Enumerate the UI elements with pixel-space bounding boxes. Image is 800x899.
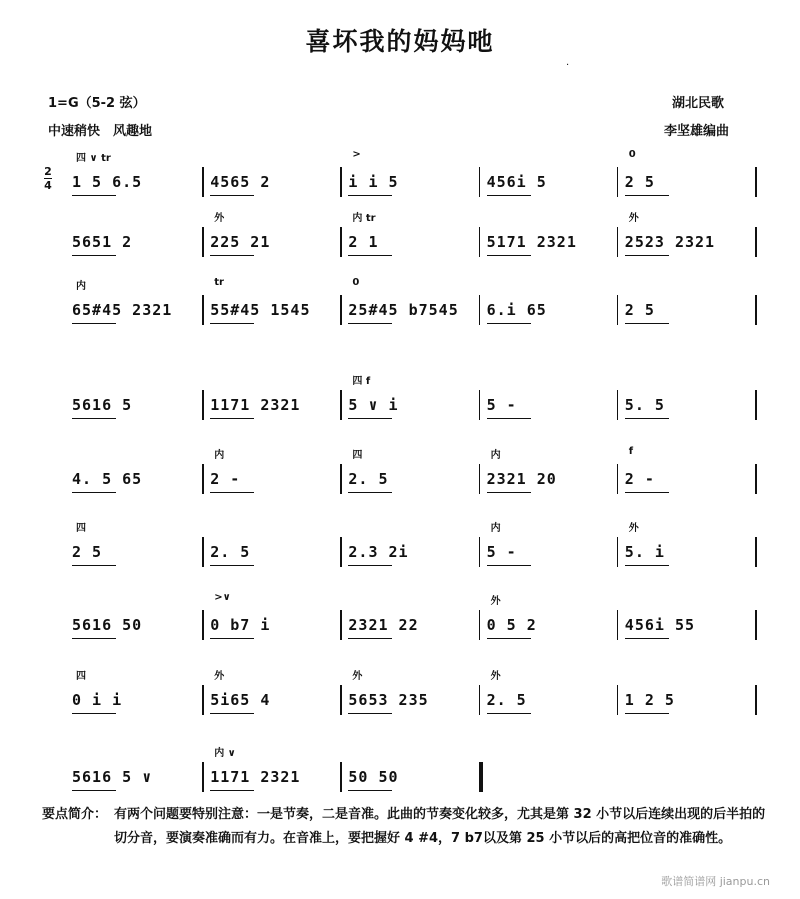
beam-line <box>348 255 392 256</box>
measure: 5653 235 <box>348 691 429 709</box>
beam-line <box>72 713 116 714</box>
measure: 1 2 5 <box>624 691 675 709</box>
barline <box>202 390 204 420</box>
key-signature: 1=G（5-2 弦） <box>48 96 146 111</box>
measure: 5. 5 <box>624 396 665 414</box>
barline <box>340 227 342 257</box>
notes-label: 要点简介： <box>42 807 108 822</box>
barline <box>202 762 204 792</box>
barline <box>340 295 342 325</box>
performance-mark: 0 <box>352 277 360 288</box>
beam-line <box>487 255 531 256</box>
beam-line <box>72 638 116 639</box>
measure: 2321 20 <box>486 470 557 488</box>
stray-dot: · <box>566 60 570 71</box>
page-title: 喜坏我的妈妈吔 <box>305 27 495 56</box>
origin-label: 湖北民歌 <box>672 96 725 111</box>
measure: 2. 5 <box>210 543 251 561</box>
measure: 0 5 2 <box>486 616 537 634</box>
measure: 5616 50 <box>72 616 143 634</box>
beam-line <box>210 323 254 324</box>
beam-line <box>72 195 116 196</box>
barline <box>340 762 342 792</box>
measure: 2. 5 <box>348 470 389 488</box>
performance-mark: 外 <box>628 213 639 224</box>
measure: 2. 5 <box>486 691 527 709</box>
performance-mark: 四 ∨ tr <box>76 153 111 164</box>
staff-row <box>42 671 757 717</box>
beam-line <box>72 323 116 324</box>
measure: 50 50 <box>348 768 399 786</box>
barline <box>202 295 204 325</box>
beam-line <box>72 790 116 791</box>
performance-mark: > <box>352 149 361 160</box>
beam-line <box>210 565 254 566</box>
performance-notes <box>42 803 772 851</box>
barline <box>755 295 757 325</box>
notes-text: 有两个问题要特别注意：一是节奏，二是音准。此曲的节奏变化较多，尤其是第 32 小节以后连续出现的后半拍的切分音，要演奏准确而有力。在音准上，要把握好 4 #4，7 b7以及第 25 小节以后的高把位音的准确性。 <box>114 807 766 846</box>
measure: 2 5 <box>72 543 103 561</box>
measure: 4565 2 <box>210 173 271 191</box>
beam-line <box>210 418 254 419</box>
measure: 2 5 <box>624 173 655 191</box>
measure: 5171 2321 <box>486 233 577 251</box>
beam-line <box>72 255 116 256</box>
watermark: 歌谱简谱网 jianpu.cn <box>661 875 770 888</box>
barline <box>755 167 757 197</box>
performance-mark: 内 ∨ <box>214 748 236 759</box>
measure: 5 - <box>486 396 517 414</box>
beam-line <box>487 323 531 324</box>
measure: 2 - <box>624 470 655 488</box>
barline <box>755 464 757 494</box>
performance-mark: 四 <box>76 523 86 534</box>
barline <box>617 390 619 420</box>
beam-line <box>348 492 392 493</box>
tempo-marking: 中速稍快 风趣地 <box>48 124 153 139</box>
barline <box>202 537 204 567</box>
measure: 1171 2321 <box>210 768 301 786</box>
measure: 5651 2 <box>72 233 133 251</box>
staff-row <box>42 213 757 259</box>
barline <box>340 464 342 494</box>
beam-line <box>348 790 392 791</box>
beam-line <box>625 195 669 196</box>
staff-row <box>42 523 757 569</box>
measure: 65#45 2321 <box>72 301 173 319</box>
performance-mark: 四 <box>76 671 86 682</box>
beam-line <box>348 713 392 714</box>
barline <box>617 295 619 325</box>
measure: 2.3 2i <box>348 543 409 561</box>
measure: i i 5 <box>348 173 399 191</box>
performance-mark: f <box>628 446 634 457</box>
beam-line <box>625 638 669 639</box>
barline <box>202 685 204 715</box>
barline <box>479 610 481 640</box>
measure: 6.i 65 <box>486 301 547 319</box>
barline <box>479 295 481 325</box>
barline <box>479 464 481 494</box>
measure: 2523 2321 <box>624 233 716 251</box>
measure: 5 - <box>486 543 517 561</box>
performance-mark: 外 <box>352 671 363 682</box>
measure: 1 5 6.5 <box>72 173 143 191</box>
barline <box>617 227 619 257</box>
measure: 2 5 <box>624 301 655 319</box>
performance-mark: 0 <box>628 149 636 160</box>
barline <box>340 390 342 420</box>
beam-line <box>72 418 116 419</box>
staff-row <box>42 748 757 794</box>
performance-mark: 内 tr <box>352 213 376 224</box>
beam-line <box>72 492 116 493</box>
barline <box>340 537 342 567</box>
barline <box>617 464 619 494</box>
beam-line <box>348 323 392 324</box>
beam-line <box>487 638 531 639</box>
beam-line <box>487 195 531 196</box>
performance-mark: 内 <box>490 523 501 534</box>
measure: 55#45 1545 <box>210 301 311 319</box>
beam-line <box>210 195 254 196</box>
time-signature: 2 4 <box>44 165 52 192</box>
staff-row <box>42 592 757 642</box>
measure: 456i 55 <box>624 616 696 634</box>
arranger-label: 李坚雄编曲 <box>664 124 730 139</box>
beam-line <box>625 713 669 714</box>
beam-line <box>348 195 392 196</box>
beam-line <box>625 323 669 324</box>
barline <box>202 610 204 640</box>
beam-line <box>625 255 669 256</box>
barline <box>479 390 481 420</box>
beam-line <box>348 565 392 566</box>
beam-line <box>487 565 531 566</box>
beam-line <box>348 638 392 639</box>
barline <box>755 685 757 715</box>
barline <box>755 227 757 257</box>
performance-mark: 外 <box>214 213 225 224</box>
staff-row <box>42 277 757 327</box>
measure: 2321 22 <box>348 616 419 634</box>
measure: 5 ∨ i <box>348 396 399 414</box>
beam-line <box>625 418 669 419</box>
beam-line <box>625 492 669 493</box>
barline <box>202 464 204 494</box>
barline <box>340 610 342 640</box>
measure: 1171 2321 <box>210 396 301 414</box>
performance-mark: 外 <box>490 671 501 682</box>
barline <box>479 685 481 715</box>
barline <box>340 685 342 715</box>
beam-line <box>210 492 254 493</box>
performance-mark: tr <box>214 277 224 288</box>
measure: 225 21 <box>210 233 271 251</box>
barline <box>617 610 619 640</box>
staff-row <box>42 149 757 199</box>
measure: 25#45 b7545 <box>348 301 459 319</box>
measure: 5616 5 <box>72 396 133 414</box>
barline <box>202 227 204 257</box>
performance-mark: >∨ <box>214 592 231 603</box>
barline <box>617 167 619 197</box>
performance-mark: 内 <box>490 450 501 461</box>
performance-mark: 内 <box>214 450 225 461</box>
beam-line <box>625 565 669 566</box>
measure: 0 i i <box>72 691 123 709</box>
measure: 0 b7 i <box>210 616 271 634</box>
staff-row <box>42 446 757 496</box>
beam-line <box>487 492 531 493</box>
measure: 456i 5 <box>486 173 547 191</box>
beam-line <box>72 565 116 566</box>
barline <box>479 227 481 257</box>
barline <box>340 167 342 197</box>
performance-mark: 外 <box>628 523 639 534</box>
beam-line <box>210 790 254 791</box>
beam-line <box>210 713 254 714</box>
measure: 2 - <box>210 470 241 488</box>
measure: 5i65 4 <box>210 691 271 709</box>
performance-mark: 外 <box>490 596 501 607</box>
beam-line <box>210 255 254 256</box>
barline <box>755 537 757 567</box>
barline <box>755 610 757 640</box>
performance-mark: 外 <box>214 671 225 682</box>
barline <box>202 167 204 197</box>
final-barline <box>479 762 483 792</box>
measure: 5. i <box>624 543 665 561</box>
beam-line <box>487 713 531 714</box>
performance-mark: 四 <box>352 450 363 461</box>
barline <box>755 390 757 420</box>
beam-line <box>210 638 254 639</box>
measure: 5616 5 ∨ <box>72 768 153 786</box>
barline <box>479 537 481 567</box>
staff-row <box>42 376 757 422</box>
beam-line <box>348 418 392 419</box>
barline <box>617 685 619 715</box>
barline <box>479 167 481 197</box>
performance-mark: 内 <box>76 281 86 292</box>
beam-line <box>487 418 531 419</box>
measure: 4. 5 65 <box>72 470 143 488</box>
measure: 2 1 <box>348 233 379 251</box>
performance-mark: 四 f <box>352 376 371 387</box>
barline <box>617 537 619 567</box>
